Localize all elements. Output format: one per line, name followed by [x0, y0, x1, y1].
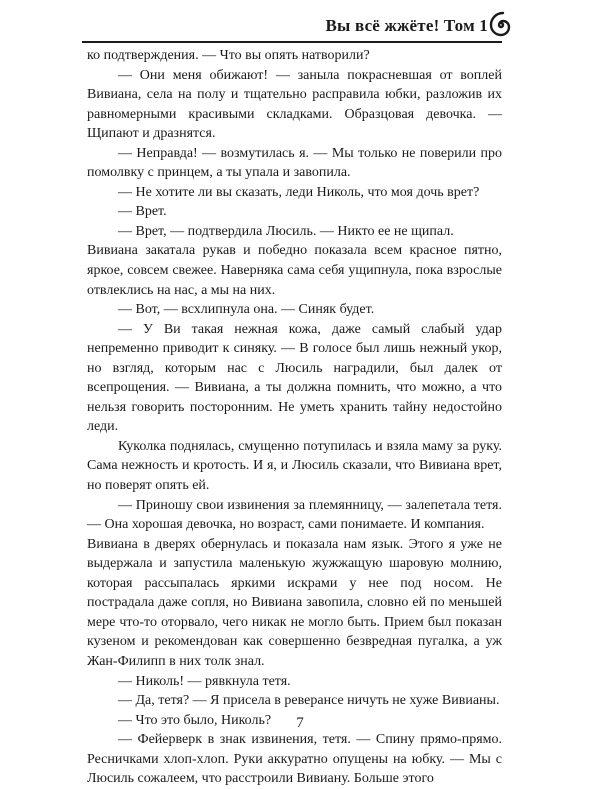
paragraph: — Да, тетя? — Я присела в реверансе ничуть не хуже Вивианы. — [118, 693, 500, 709]
paragraph: ко подтверждения. — Что вы опять натворили? — [87, 48, 370, 63]
paragraph: — У Ви такая нежная кожа, даже самый слабый удар непременно приводит к синяку. — В голосе был лишь нежный укор, но взгляд, которым нас с Люсиль наградили, был далек от всепрощения. — Вивиана, а ты должна помнить, что можно, а что нельзя говорить посторонним. Не уметь хранить тайну недостойно леди. — [87, 321, 502, 435]
paragraph: — Николь! — рявкнула тетя. — [118, 673, 291, 689]
body-text — [87, 46, 502, 789]
paragraph: Вивиана закатала рукав и победно показала всем красное пятно, яркое, совсем свежее. Наверняка сама себя ущипнула, пока взрослые отвлеклись на нас, а мы на них. — [87, 243, 502, 298]
paragraph: — Неправда! — возмутилась я. — Мы только не поверили про помолвку с принцем, а ты упала и завопила. — [87, 145, 502, 181]
paragraph: — Врет. — [118, 204, 167, 220]
book-title: Вы всё жжёте! Том 1 — [325, 16, 488, 35]
paragraph: — Не хотите ли вы сказать, леди Николь, что моя дочь врет? — [118, 184, 480, 200]
page-number: 7 — [296, 715, 304, 731]
paragraph: Вивиана в дверях обернулась и показала нам язык. Этого я уже не выдержала и запустила маленькую жужжащую шаровую молнию, которая рассыпалась яркими искрами у нее под носом. Не пострадала даже сопля, но Вивиана завопила, словно ей по меньшей мере что-то оторвало, чего никак не могло быть. Прием был показан кузеном и рекомендован как совершенно безвредная пугалка, а уж Жан-Филипп в них толк знал. — [87, 536, 502, 669]
paragraph: Куколка поднялась, смущенно потупилась и взяла маму за руку. Сама нежность и кротость. И я, и Люсиль сказали, что Вивиана врет, но поверят опять ей. — [87, 438, 502, 494]
paragraph: — Что это было, Николь? — [118, 712, 272, 728]
running-header — [0, 0, 600, 50]
paragraph: — Приношу свои извинения за племянницу, — залепетала тетя. — Она хорошая девочка, но возраст, сами понимаете. И компания. — [87, 497, 502, 533]
paragraph: — Они меня обижают! — заныла покрасневшая от воплей Вивиана, села на полу и тщательно расправила юбки, разложив их равномерными красивыми складками. Образцовая девочка. — Щипают и дразнятся. — [87, 67, 502, 142]
paragraph: — Вот, — всхлипнула она. — Синяк будет. — [118, 302, 375, 318]
spiral-icon — [486, 10, 516, 40]
paragraph: — Врет, — подтвердила Люсиль. — Никто ее не щипал. — [118, 223, 454, 239]
paragraph: — Фейерверк в знак извинения, тетя. — Спину прямо-прямо. Ресничками хлоп-хлоп. Руки аккуратно опущены на юбку. — Мы с Люсиль сожалеем, что расстроили Вивиану. Больше этого — [87, 732, 502, 787]
header-rule — [82, 41, 502, 43]
